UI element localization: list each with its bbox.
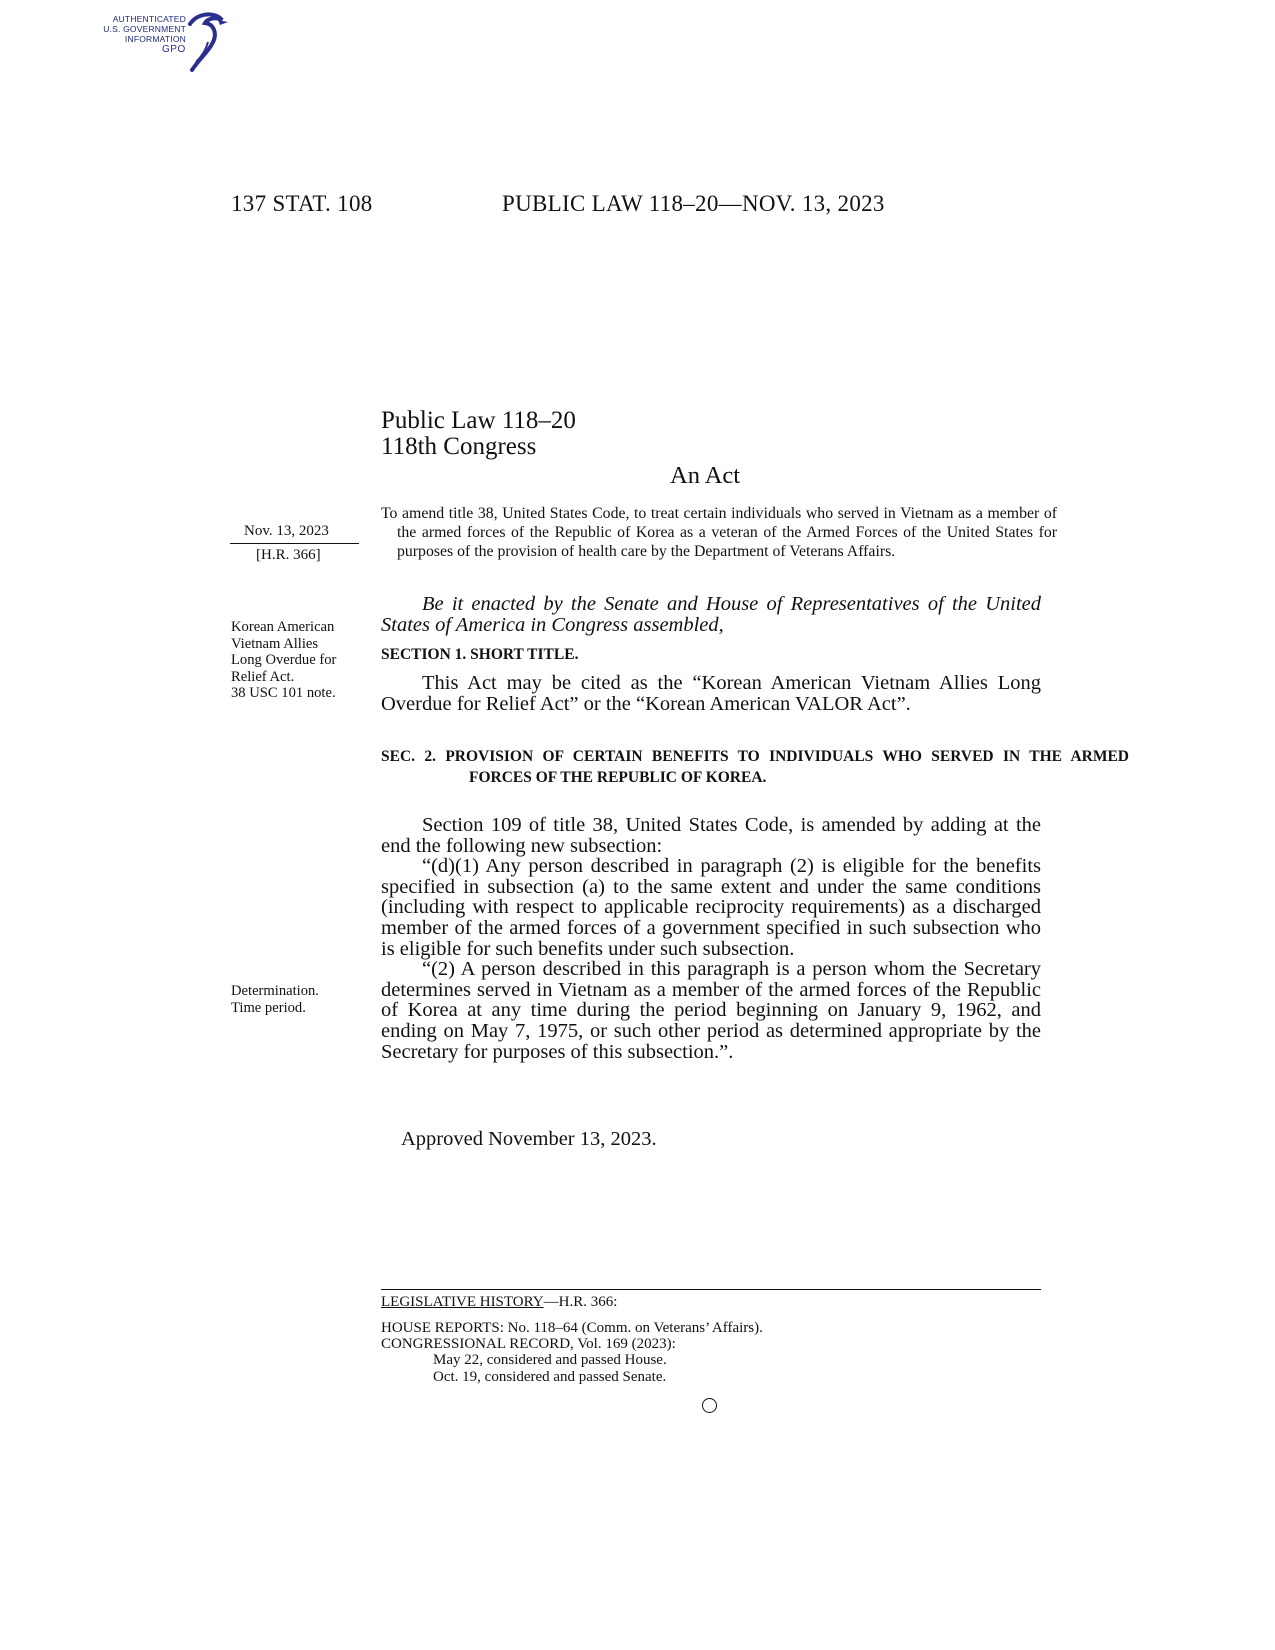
- section-1-text: [381, 673, 1041, 714]
- gpo-authentication-logo: [92, 8, 234, 74]
- margin-bill-number: [H.R. 366]: [256, 547, 321, 563]
- end-of-document-circle-icon: [702, 1398, 717, 1413]
- stat-page-reference: 137 STAT. 108: [231, 191, 373, 216]
- section-1-heading: SECTION 1. SHORT TITLE.: [381, 646, 579, 663]
- public-law-title: Public Law 118–20: [381, 407, 576, 434]
- margin-note-line: Korean American: [231, 619, 335, 635]
- subsection-d2: [381, 959, 1041, 1062]
- margin-note-line: Relief Act.: [231, 668, 295, 685]
- logo-line-1: AUTHENTICATED: [112, 14, 186, 24]
- subsection-d2-text: “(2) A person described in this paragraph is a person whom the Secretary determines served in Vietnam as a member of the armed forces of the Republic of Korea at any time during the period beginning on January 9, 1962, and ending on May 7, 1975, or such other period as determined appropriate by the Secretary for purposes of this subsection.”.: [381, 958, 1041, 1063]
- margin-determination-note: [231, 983, 319, 1016]
- margin-note-line: Time period.: [231, 999, 306, 1016]
- subsection-d1-text: “(d)(1) Any person described in paragraph (2) is eligible for the benefits specified in subsection (a) to the same extent and under the same conditions (including with respect to applicable reciprocity requirements) as a discharged member of the armed forces of a government specified in such subsection who is eligible for such benefits under such subsection.: [381, 855, 1041, 960]
- logo-line-3: INFORMATION: [124, 34, 186, 44]
- an-act-heading: An Act: [670, 462, 741, 489]
- house-action: May 22, considered and passed House.: [433, 1352, 667, 1368]
- enacting-clause: [381, 594, 1041, 635]
- margin-note-line: Vietnam Allies: [231, 635, 319, 652]
- legislative-history-label: LEGISLATIVE HISTORY: [381, 1294, 544, 1310]
- logo-gpo-mark: GPO: [162, 44, 186, 55]
- legislative-history-title: [381, 1294, 617, 1311]
- logo-line-2: U.S. GOVERNMENT: [103, 24, 186, 34]
- subsection-d1: [381, 856, 1041, 959]
- congressional-record: CONGRESSIONAL RECORD, Vol. 169 (2023):: [381, 1336, 676, 1352]
- approval-date: Approved November 13, 2023.: [401, 1128, 657, 1150]
- running-title: PUBLIC LAW 118–20—NOV. 13, 2023: [502, 191, 885, 216]
- margin-divider: [230, 543, 359, 544]
- margin-note-line: 38 USC 101 note.: [231, 685, 336, 701]
- margin-date: Nov. 13, 2023: [244, 523, 329, 539]
- section-2-text: [381, 815, 1041, 1062]
- section-2-intro: [381, 815, 1041, 856]
- section-2-heading: SEC. 2. PROVISION OF CERTAIN BENEFITS TO INDIVIDUALS WHO SERVED IN THE ARMED FORCES OF THE REPUBLIC OF KOREA.: [381, 748, 1129, 786]
- margin-note-line: Determination.: [231, 983, 319, 999]
- house-reports: HOUSE REPORTS: No. 118–64 (Comm. on Veterans’ Affairs).: [381, 1320, 763, 1336]
- legislative-history-bill: —H.R. 366:: [543, 1294, 618, 1310]
- history-divider: [381, 1289, 1041, 1290]
- congress-label: 118th Congress: [381, 433, 537, 460]
- margin-short-title-note: [231, 619, 336, 702]
- margin-note-line: Long Overdue for: [231, 652, 337, 668]
- act-purpose: To amend title 38, United States Code, to treat certain individuals who served in Vietnam as a member of the armed forces of the Republic of Korea as a veteran of the Armed Forces of the United States for purposes of the provision of health care by the Department of Veterans Affairs.: [381, 505, 1057, 560]
- enacting-clause-text: Be it enacted by the Senate and House of Representatives of the United States of America in Congress assembled,: [381, 593, 1041, 636]
- section-2-intro-text: Section 109 of title 38, United States Code, is amended by adding at the end the following new subsection:: [381, 814, 1041, 857]
- section-1-body: This Act may be cited as the “Korean American Vietnam Allies Long Overdue for Relief Act” or the “Korean American VALOR Act”.: [381, 672, 1041, 715]
- senate-action: Oct. 19, considered and passed Senate.: [433, 1369, 667, 1385]
- eagle-icon: [172, 10, 234, 74]
